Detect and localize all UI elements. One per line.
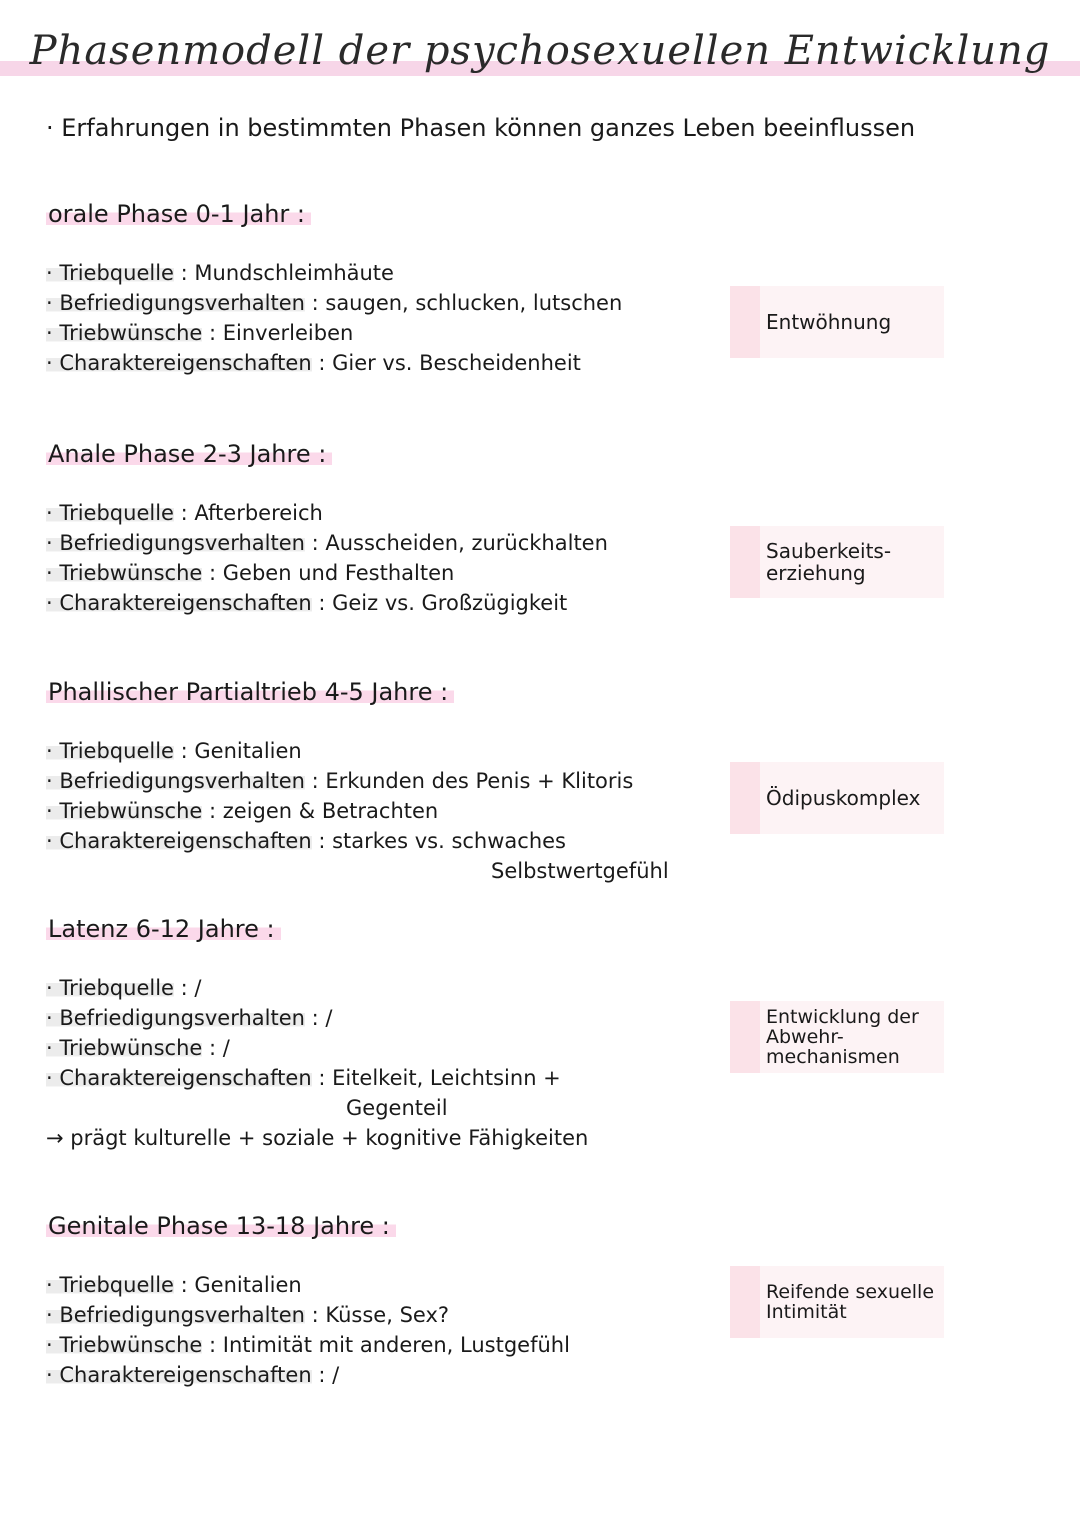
item-label: · Triebwünsche xyxy=(46,1333,203,1357)
phase-anal xyxy=(46,440,706,618)
item-label: · Triebquelle xyxy=(46,739,174,763)
item-continuation: Selbstwertgefühl xyxy=(491,859,669,883)
phase-heading: Anale Phase 2-3 Jahre : xyxy=(46,440,332,468)
item-continuation: Gegenteil xyxy=(346,1096,448,1120)
item-befriedigungsverhalten xyxy=(46,528,706,558)
item-charaktereigenschaften xyxy=(46,348,706,378)
phase-heading: Genitale Phase 13-18 Jahre : xyxy=(46,1212,396,1240)
item-value: : / xyxy=(209,1036,230,1060)
item-value: : Küsse, Sex? xyxy=(311,1303,450,1327)
phase-oral xyxy=(46,200,706,378)
item-triebwuensche xyxy=(46,318,706,348)
item-befriedigungsverhalten xyxy=(46,288,706,318)
item-extra: → prägt kulturelle + soziale + kognitive Fähigkeiten xyxy=(46,1126,589,1150)
phase-note-anal xyxy=(730,526,944,598)
phase-items xyxy=(46,258,706,378)
note-text: Reifende sexuelle Intimität xyxy=(766,1281,935,1323)
item-label: · Befriedigungsverhalten xyxy=(46,291,305,315)
item-value: : starkes vs. schwaches xyxy=(318,829,566,853)
phase-note-phallic xyxy=(730,762,944,834)
item-label: · Charaktereigenschaften xyxy=(46,1066,312,1090)
item-befriedigungsverhalten xyxy=(46,1300,706,1330)
item-value: : Ausscheiden, zurückhalten xyxy=(311,531,608,555)
item-triebwuensche xyxy=(46,796,706,826)
item-value: : Genitalien xyxy=(180,739,302,763)
item-value: : Mundschleimhäute xyxy=(180,261,394,285)
item-value: : Erkunden des Penis + Klitoris xyxy=(311,769,634,793)
item-label: · Befriedigungsverhalten xyxy=(46,769,305,793)
note-text: Sauberkeits- erziehung xyxy=(766,539,892,585)
item-value: : Afterbereich xyxy=(180,501,323,525)
item-value: : saugen, schlucken, lutschen xyxy=(311,291,623,315)
item-label: · Befriedigungsverhalten xyxy=(46,1303,305,1327)
phase-items xyxy=(46,1270,706,1390)
item-label: · Triebwünsche xyxy=(46,321,203,345)
item-value: : / xyxy=(180,976,202,1000)
item-label: · Triebwünsche xyxy=(46,561,203,585)
item-triebwuensche xyxy=(46,1033,706,1063)
item-label: · Charaktereigenschaften xyxy=(46,351,312,375)
item-label: · Charaktereigenschaften xyxy=(46,829,312,853)
item-value: : / xyxy=(318,1363,340,1387)
item-triebquelle xyxy=(46,736,706,766)
item-charaktereigenschaften xyxy=(46,826,706,856)
item-label: · Triebquelle xyxy=(46,501,174,525)
item-triebquelle xyxy=(46,1270,706,1300)
item-value: : Geiz vs. Großzügigkeit xyxy=(318,591,568,615)
item-triebquelle xyxy=(46,973,706,1003)
page-title: Phasenmodell der psychosexuellen Entwicklung xyxy=(29,28,1051,74)
phase-genital xyxy=(46,1212,706,1390)
item-befriedigungsverhalten xyxy=(46,1003,706,1033)
note-text: Entwicklung der Abwehr- mechanismen xyxy=(766,1006,919,1068)
item-label: · Triebwünsche xyxy=(46,1036,203,1060)
item-charaktereigenschaften xyxy=(46,588,706,618)
item-label: · Befriedigungsverhalten xyxy=(46,1006,305,1030)
phase-heading: orale Phase 0-1 Jahr : xyxy=(46,200,311,228)
item-value: : Geben und Festhalten xyxy=(209,561,455,585)
item-value: : Intimität mit anderen, Lustgefühl xyxy=(209,1333,570,1357)
item-value: : Einverleiben xyxy=(209,321,354,345)
phase-items xyxy=(46,736,706,886)
item-befriedigungsverhalten xyxy=(46,766,706,796)
note-text: Ödipuskomplex xyxy=(766,786,921,810)
item-triebwuensche xyxy=(46,1330,706,1360)
phase-items xyxy=(46,973,706,1153)
item-label: · Befriedigungsverhalten xyxy=(46,531,305,555)
phase-note-latency xyxy=(730,1001,944,1073)
item-triebquelle xyxy=(46,498,706,528)
phase-note-genital xyxy=(730,1266,944,1338)
phase-phallic xyxy=(46,678,706,886)
phase-items xyxy=(46,498,706,618)
item-charaktereigenschaften xyxy=(46,1063,706,1093)
note-text: Entwöhnung xyxy=(766,310,892,334)
phase-heading: Phallischer Partialtrieb 4-5 Jahre : xyxy=(46,678,454,706)
item-triebwuensche xyxy=(46,558,706,588)
item-label: · Charaktereigenschaften xyxy=(46,591,312,615)
phase-latency xyxy=(46,915,706,1153)
item-value: : Gier vs. Bescheidenheit xyxy=(318,351,581,375)
item-label: · Triebquelle xyxy=(46,1273,174,1297)
item-value: : zeigen & Betrachten xyxy=(209,799,439,823)
item-value: : Genitalien xyxy=(180,1273,302,1297)
item-label: · Triebquelle xyxy=(46,976,174,1000)
item-charaktereigenschaften xyxy=(46,1360,706,1390)
phase-heading: Latenz 6-12 Jahre : xyxy=(46,915,281,943)
item-label: · Triebquelle xyxy=(46,261,174,285)
item-label: · Triebwünsche xyxy=(46,799,203,823)
item-value: : / xyxy=(311,1006,333,1030)
item-value: : Eitelkeit, Leichtsinn + xyxy=(318,1066,561,1090)
item-label: · Charaktereigenschaften xyxy=(46,1363,312,1387)
phase-note-oral xyxy=(730,286,944,358)
item-triebquelle xyxy=(46,258,706,288)
intro-text: · Erfahrungen in bestimmten Phasen können ganzes Leben beeinflussen xyxy=(46,114,916,142)
